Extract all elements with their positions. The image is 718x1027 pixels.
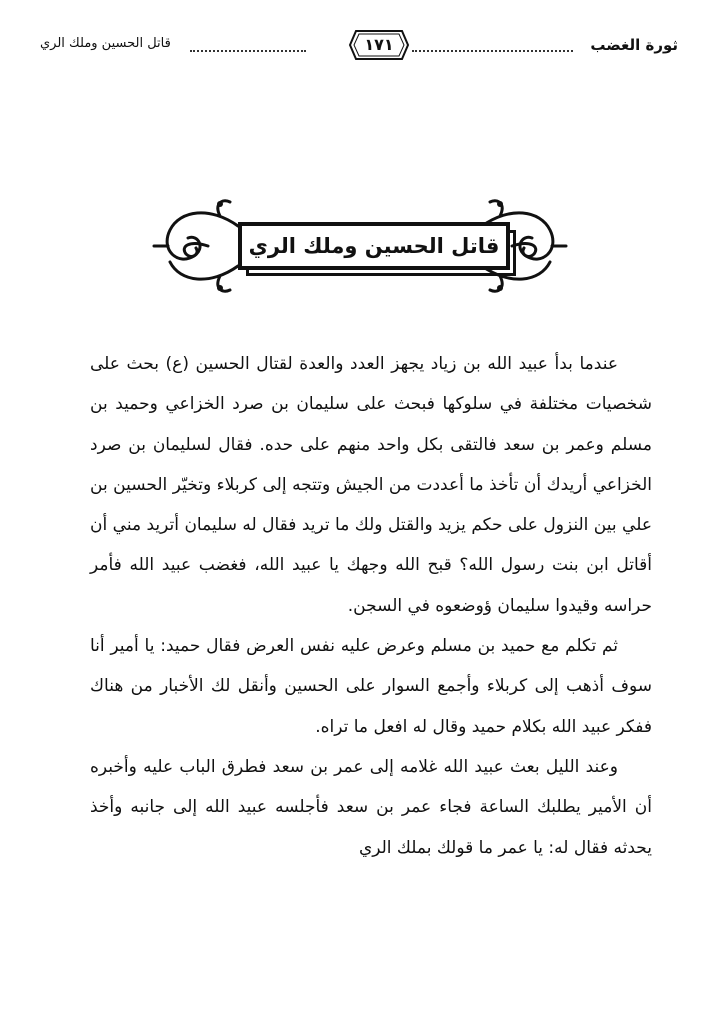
page-number: ١٧١ <box>364 35 394 54</box>
running-head-book-title: ثورة الغضب <box>590 36 678 54</box>
chapter-title-box <box>238 222 510 270</box>
paragraph: عندما بدأ عبيد الله بن زياد يجهز العدد والعدة لقتال الحسين (ع) بحث على شخصيات مختلفة في سلوكها فبحث على سليمان بن صرد الخزاعي وحميد بن مسلم وعمر بن سعد فالتقى بكل واحد منهم على حده. فقال لسليمان بن صرد الخزاعي أريدك أن تأخذ ما أعددت من الجيش وتتجه إلى كربلاء وتخيّر الحسين بن علي بين النزول على حكم يزيد والقتل ولك ما تريد فقال له سليمان أتريد مني أن أقاتل ابن بنت رسول الله؟ قبح الله وجهك يا عبيد الله، فغضب عبيد الله فأمر حراسه وقيدوا سليمان ؤوضعوه في السجن. <box>90 354 652 616</box>
running-head-chapter-title: قاتل الحسين وملك الري <box>40 36 171 51</box>
header-dotted-rule-right <box>412 50 573 52</box>
paragraph: ثم تكلم مع حميد بن مسلم وعرض عليه نفس العرض فقال حميد: يا أمير أنا سوف أذهب إلى كربلاء وأجمع السوار على الحسين وأنقل لك الأخبار من هناك ففكر عبيد الله بكلام حميد وقال له افعل ما تراه. <box>90 636 652 737</box>
paragraph: وعند الليل بعث عبيد الله غلامه إلى عمر بن سعد فطرق الباب عليه وأخبره أن الأمير يطلبك الساعة فجاء عمر بن سعد فأجلسه عبيد الله إلى جانبه وأخذ يحدثه فقال له: يا عمر ما قولك بملك الري <box>90 756 652 858</box>
header-dotted-rule-left <box>190 50 306 52</box>
page-header <box>40 28 678 64</box>
page-number-badge <box>348 28 410 62</box>
chapter-title: قاتل الحسين وملك الري <box>248 234 500 258</box>
body-text <box>90 344 652 868</box>
